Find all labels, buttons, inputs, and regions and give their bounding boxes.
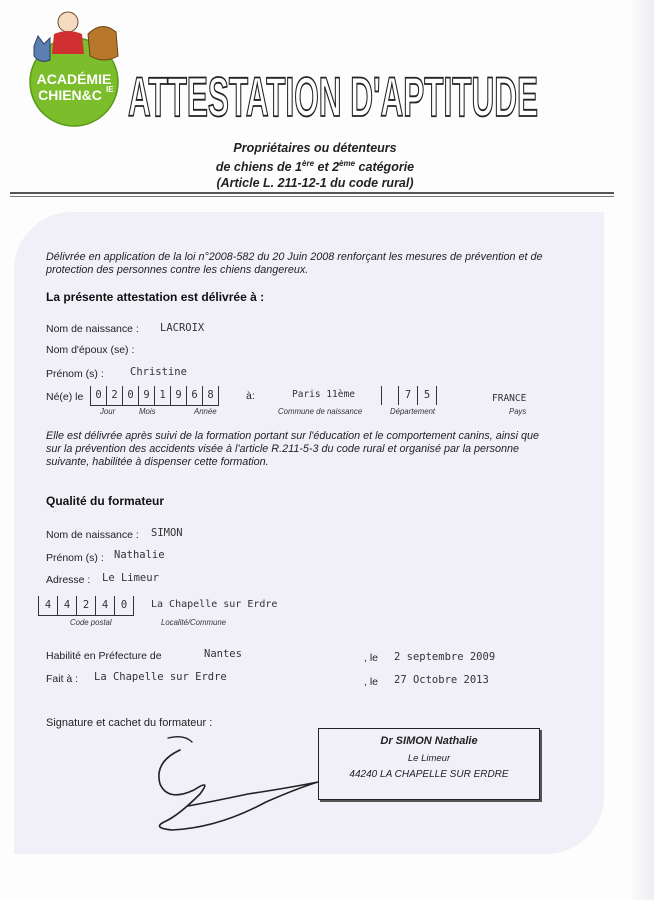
department-digit: 5 <box>417 386 437 405</box>
postal-digit: 4 <box>57 596 76 616</box>
postal-digit: 2 <box>76 596 95 616</box>
birth-city-value: Paris 11ème <box>292 389 355 400</box>
trainer-first-name-value: Nathalie <box>114 549 165 561</box>
postal-digit: 4 <box>95 596 114 616</box>
trainer-first-name-label: Prénom (s) : <box>46 552 104 564</box>
logo-text-academie: ACADÉMIE <box>36 71 112 87</box>
department-boxes <box>381 386 437 405</box>
done-at-value: La Chapelle sur Erdre <box>94 671 227 683</box>
at-label: à: <box>246 390 255 402</box>
country-value: FRANCE <box>492 393 527 404</box>
subtitle-line2-mid: et 2 <box>314 160 340 175</box>
handwritten-signature <box>148 732 320 836</box>
beneficiary-heading: La présente attestation est délivrée à : <box>46 290 265 304</box>
header-divider-thin <box>10 196 614 197</box>
done-date-label: , le <box>364 676 379 688</box>
prefecture-value: Nantes <box>204 648 242 660</box>
stamp-line3: 44240 LA CHAPELLE SUR ERDRE <box>349 769 509 780</box>
birth-date-digit: 9 <box>170 386 186 406</box>
postal-code-label: Code postal <box>70 618 112 627</box>
year-label: Année <box>194 407 217 416</box>
trainer-address-value: Le Limeur <box>102 572 159 584</box>
academie-chien-logo <box>24 4 124 132</box>
statement-text <box>46 430 539 469</box>
department-digit: 7 <box>398 386 417 405</box>
trainer-heading: Qualité du formateur <box>46 494 165 508</box>
birth-date-digit: 6 <box>186 386 202 406</box>
intro-text <box>46 251 543 277</box>
birth-date-digit: 0 <box>90 386 106 406</box>
birth-date-digit: 8 <box>202 386 219 406</box>
logo-text-sup: IE <box>106 85 114 94</box>
statement-line2: sur la prévention des accidents visée à l'article R.211-5-3 du code rural et organisé par la personne <box>46 443 519 455</box>
day-label: Jour <box>100 407 116 416</box>
birth-date-digit: 2 <box>106 386 122 406</box>
prefecture-date-label: , le <box>364 652 379 664</box>
subtitle-line2-pre: de chiens de 1 <box>215 160 303 175</box>
trainer-address-label: Adresse : <box>46 574 91 586</box>
postal-code-boxes <box>38 596 134 616</box>
prefecture-date-value: 2 septembre 2009 <box>394 651 496 663</box>
department-label: Département <box>390 407 436 416</box>
birth-date-digit: 1 <box>154 386 170 406</box>
first-name-value: Christine <box>130 366 187 378</box>
stamp-line1: Dr SIMON Nathalie <box>380 735 478 747</box>
subtitle-line3: (Article L. 211-12-1 du code rural) <box>216 176 414 191</box>
postal-digit: 0 <box>114 596 134 616</box>
logo-text-chien: CHIEN&C <box>38 87 102 103</box>
statement-line1: Elle est délivrée après suivi de la formation portant sur l'éducation et le comportement canins, ainsi que <box>46 430 539 442</box>
subtitle-line2-post: catégorie <box>355 160 415 175</box>
postal-digit: 4 <box>38 596 57 616</box>
subtitle-sup2: ème <box>339 159 356 168</box>
statement-line3: suivante, habilitée à dispenser cette formation. <box>46 456 269 468</box>
subtitle-line2 <box>180 156 450 175</box>
department-digit <box>381 386 398 405</box>
intro-line1: Délivrée en application de la loi n°2008-582 du 20 Juin 2008 renforçant les mesures de prévention et de <box>46 251 543 263</box>
subtitle <box>180 140 450 191</box>
subtitle-sup1: ère <box>302 159 315 168</box>
signature-label: Signature et cachet du formateur : <box>46 717 213 729</box>
country-label: Pays <box>509 407 527 416</box>
trainer-city-value: La Chapelle sur Erdre <box>151 599 278 610</box>
subtitle-line1: Propriétaires ou détenteurs <box>233 141 397 155</box>
done-date-value: 27 Octobre 2013 <box>394 674 489 686</box>
birth-date-digit: 9 <box>138 386 154 406</box>
birth-city-label: Commune de naissance <box>278 407 363 416</box>
spouse-name-label: Nom d'époux (se) : <box>46 344 135 356</box>
done-at-label: Fait à : <box>46 673 79 685</box>
first-name-label: Prénom (s) : <box>46 368 104 380</box>
birth-date-boxes <box>90 386 219 406</box>
birth-name-label: Nom de naissance : <box>46 323 139 335</box>
trainer-birth-name-label: Nom de naissance : <box>46 529 139 541</box>
birth-name-value: LACROIX <box>160 322 205 334</box>
stamp-line2: Le Limeur <box>407 753 451 764</box>
title-text: ATTESTATION D'APTITUDE <box>128 65 538 128</box>
birth-date-digit: 0 <box>122 386 138 406</box>
page-edge-shadow <box>632 0 654 900</box>
document-title <box>126 62 540 128</box>
trainer-stamp <box>318 728 540 800</box>
header-divider <box>10 192 614 194</box>
trainer-city-label: Localité/Commune <box>161 618 227 627</box>
born-label: Né(e) le <box>46 391 84 403</box>
trainer-birth-name-value: SIMON <box>151 527 183 539</box>
month-label: Mois <box>139 407 156 416</box>
prefecture-label: Habilité en Préfecture de <box>46 650 162 662</box>
intro-line2: protection des personnes contre les chiens dangereux. <box>46 264 309 276</box>
